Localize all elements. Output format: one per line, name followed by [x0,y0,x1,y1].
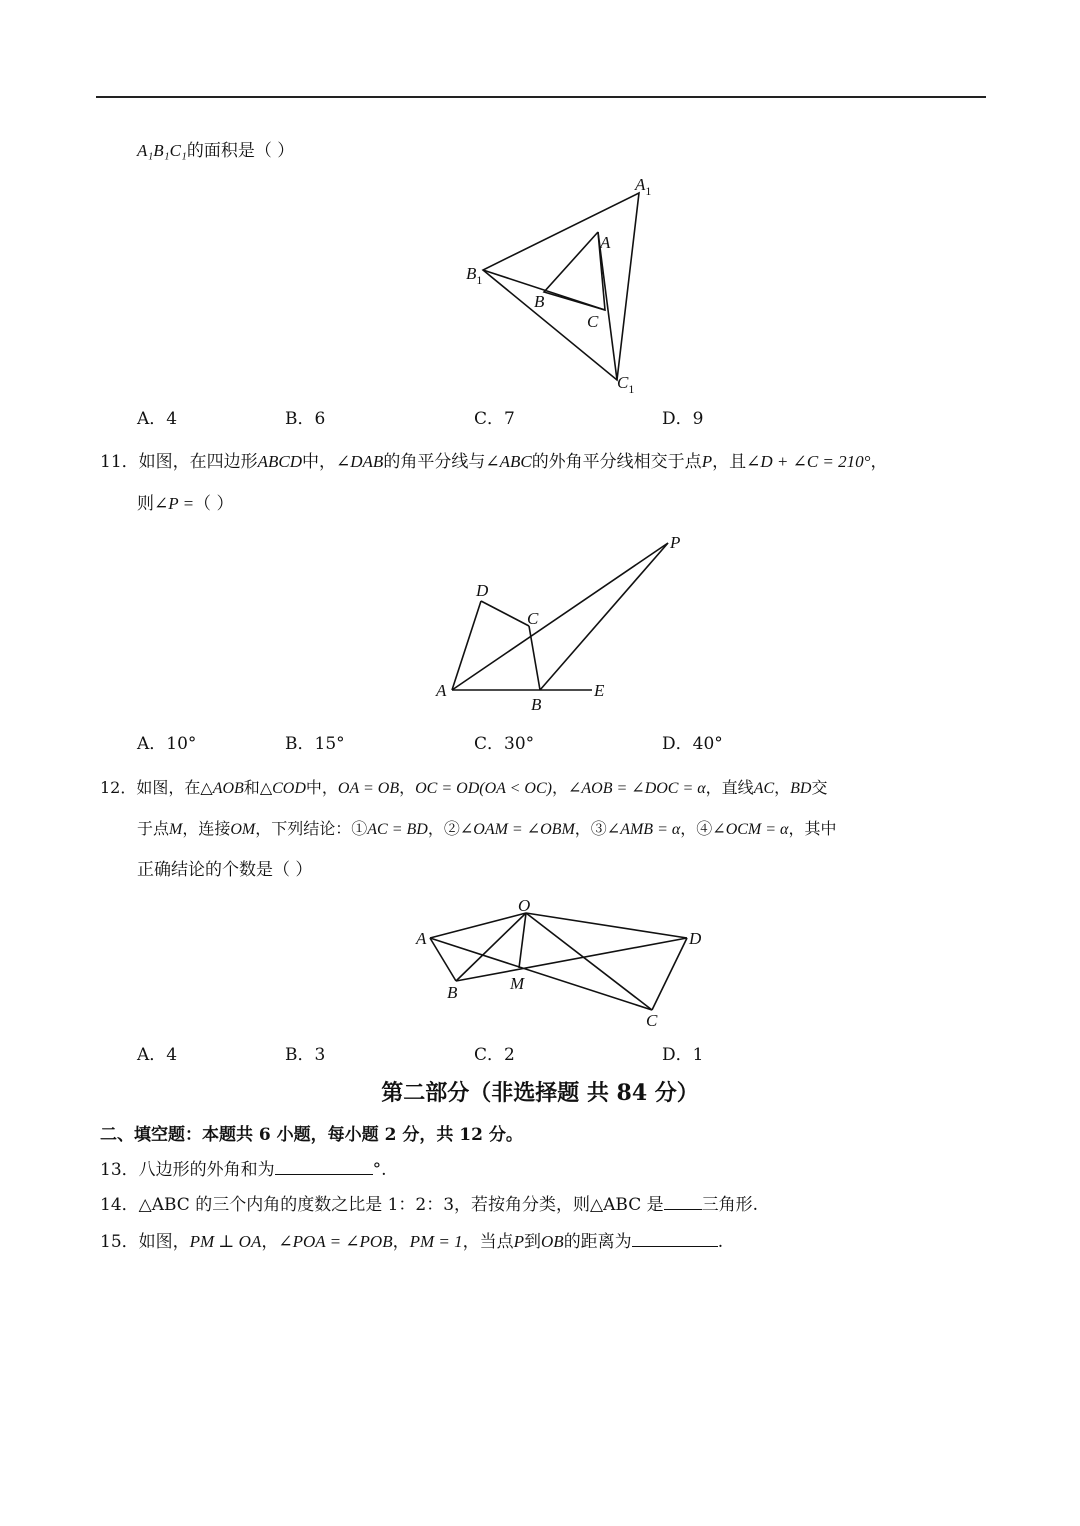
triangle-a1b1c1 [483,193,639,380]
q10-stem-tail: A₁B₁C₁的面积是（ ） [137,141,295,161]
label-p: P [670,533,681,552]
q10-option-d: D．9 [662,409,704,429]
q12-line3: 正确结论的个数是（ ） [137,860,313,880]
label-m: M [510,974,525,993]
line-a-d [452,601,481,690]
line-o-d [526,913,687,938]
label-a: A [436,681,447,700]
q13: 13．八边形的外角和为 °. [100,1160,387,1180]
line-o-m [519,913,526,968]
q10-option-c: C．7 [474,409,515,429]
q11-line1: 11．如图，在四边形ABCD中，∠DAB的角平分线与∠ABC的外角平分线相交于点P，且∠D + ∠C = 210°， [100,452,888,472]
section-header: 二、填空题：本题共 6 小题，每小题 2 分，共 12 分。 [100,1125,523,1145]
q12-line2: 于点M，连接OM，下列结论：①AC = BD，②∠OAM = ∠OBM，③∠AMB = α，④∠OCM = α，其中 [137,819,837,838]
label-a1: $A_1$ [635,175,652,198]
line-d-c [481,601,529,626]
q12-option-b: B．3 [285,1045,326,1065]
q10-option-a: A．4 [137,409,178,429]
q13-answer-blank[interactable] [275,1158,373,1175]
q12-line1: 12．如图，在△AOB和△COD中，OA = OB，OC = OD(OA < OC)，∠AOB = ∠DOC = α，直线AC，BD交 [100,778,828,797]
label-c1: $C_1$ [617,373,635,396]
triangle-abc [544,232,605,310]
q14: 14．△ABC 的三个内角的度数之比是 1：2：3，若按角分类，则△ABC 是 三角形. [100,1195,759,1215]
label-a: A [600,233,611,252]
q11-option-d: D．40° [662,734,723,754]
label-b: B [534,292,545,311]
q11-option-c: C．30° [474,734,535,754]
label-d: D [689,929,702,948]
segment-a-c1 [598,232,617,380]
q11-option-b: B．15° [285,734,345,754]
q11-line2: 则∠P =（ ） [137,494,234,514]
label-b1: $B_1$ [466,264,483,287]
label-b: B [531,695,542,714]
label-c: C [646,1011,658,1030]
label-a: A [416,929,427,948]
q15-answer-blank[interactable] [632,1230,718,1247]
line-a-o [430,913,526,938]
label-c: C [527,609,539,628]
q12-option-a: A．4 [137,1045,178,1065]
q15: 15．如图，PM ⊥ OA，∠POA = ∠POB，PM = 1，当点P到OB的距离为 . [100,1232,724,1252]
q11-option-a: A．10° [137,734,197,754]
label-d: D [476,581,489,600]
label-e: E [594,681,605,700]
q14-answer-blank[interactable] [664,1193,702,1210]
line-o-b [456,913,526,981]
q12-option-d: D．1 [662,1045,704,1065]
label-b: B [447,983,458,1002]
triangle-label: A₁B₁C₁ [137,141,187,160]
q12-option-c: C．2 [474,1045,515,1065]
label-o: O [518,896,531,915]
q10-option-b: B．6 [285,409,326,429]
line-o-c [526,913,652,1010]
line-d-c [652,938,687,1010]
label-c: C [587,312,599,331]
part2-title: 第二部分（非选择题 共 84 分） [381,1080,699,1106]
line-b-d [456,938,687,981]
